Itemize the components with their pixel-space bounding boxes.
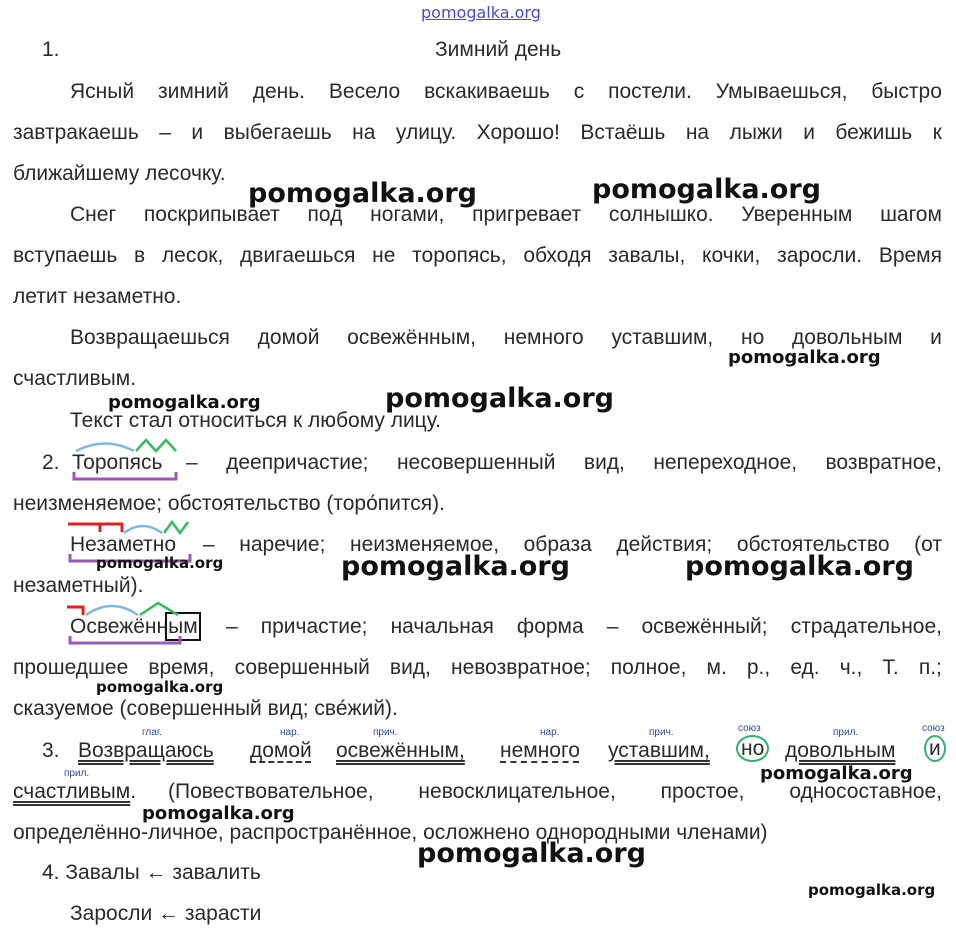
word-ending-box: ым [168,615,198,638]
word: совершенный [234,656,370,679]
word: домой [257,326,320,349]
task2-word-toropyas: Торопясь [72,451,163,474]
watermark: pomogalka.org [385,383,614,414]
word: поскрипывает [143,203,280,226]
suffix-mark [164,522,188,533]
t3-word: Возвращаюсь [78,739,214,762]
word: под [307,203,343,226]
suffix-mark [140,603,178,615]
word: деепричастие; [226,451,369,474]
pos-tag: союз [738,723,761,734]
task2-word-nezametno: Незаметно [70,533,177,556]
word: действия; [616,533,713,556]
t3-word: довольным [785,739,896,762]
root-arc-mark [86,606,138,615]
word: наречие; [239,533,326,556]
word: Уверенным [741,203,853,226]
pos-tag: нар. [280,727,300,738]
watermark: pomogalka.org [760,763,913,784]
word: Весело [328,80,401,103]
task2-number: 2. [42,451,60,474]
word: страдательное, [790,615,942,638]
word: довольным [792,326,903,349]
watermark: pomogalka.org [728,347,881,368]
word: непереходное, [653,451,798,474]
word: к [932,121,942,144]
word: завтракаешь [13,121,139,144]
word: Время [878,244,942,267]
word: (Повествовательное, [168,780,374,803]
word: р., [746,656,771,679]
watermark: pomogalka.org [108,392,261,413]
word: лесок, [161,244,224,267]
t3-word: домой [250,739,312,762]
word: полное, [610,656,687,679]
task2-w1-desc-line2: неизменяемое; обстоятельство (торо́пится). [13,492,445,515]
word: немного [503,326,584,349]
word: и [803,121,815,144]
word: и [930,326,942,349]
word: м. [706,656,727,679]
word: в [134,244,146,267]
task2-w2-desc-line2: незаметный). [13,574,144,597]
word: ч., [839,656,863,679]
word: Возвращаешься [70,326,230,349]
word: – [186,451,198,474]
word: не [372,244,396,267]
word: бежишь [835,121,913,144]
prefix-mark [67,607,83,615]
task1-note: Текст стал относиться к любому лицу. [70,409,441,432]
task4-line2: Заросли ← зарасти [70,902,262,925]
word: заросли. [777,244,863,267]
word: освежённый; [641,615,768,638]
word: Ясный [70,80,135,103]
watermark: pomogalka.org [417,838,646,869]
watermark: pomogalka.org [808,881,936,899]
word: Умываешься, [715,80,848,103]
pos-tag: союз [922,723,945,734]
task2-w3-desc-line3: сказуемое (совершенный вид; све́жий). [13,697,398,720]
word: обходя [523,244,592,267]
word: причастие; [260,615,368,638]
word: обстоятельство [736,533,890,556]
word: выбегаешь [223,121,332,144]
word: – [203,533,215,556]
word: день. [252,80,306,103]
pos-tag: глаг. [142,727,163,738]
task4-line1: 4. Завалы ← завалить [42,861,261,884]
word-root-part: Освежённ [70,615,169,638]
word: возвратное, [825,451,942,474]
word: вид, [389,656,431,679]
watermark: pomogalka.org [96,554,224,572]
t3-word: и [924,736,946,762]
word: (от [914,533,942,556]
word: с [573,80,585,103]
word: форма [516,615,584,638]
pos-tag: нар. [540,727,560,738]
task1-p2-line3: летит незаметно. [13,285,182,308]
word: Т. [882,656,899,679]
t3-word: немного [500,739,580,762]
word: солнышко. [608,203,714,226]
watermark: pomogalka.org [248,178,477,209]
t3-word: освежённым, [336,739,465,762]
word: торопясь, [412,244,507,267]
pos-tag: прич. [649,727,674,738]
word: – [159,121,171,144]
word: несовершенный [396,451,556,474]
task1-title: Зимний день [435,38,562,61]
word: зимний [157,80,229,103]
base-bracket-mark [70,636,180,643]
word: п.; [918,656,942,679]
watermark: pomogalka.org [142,803,295,824]
task1-number: 1. [42,38,60,61]
word: на [352,121,376,144]
suffix-mark [136,440,176,451]
task3-line3: определённо-личное, распространённое, осложнено однородными членами) [13,821,768,844]
pos-tag: прил. [833,727,859,738]
word: невозвратное; [450,656,591,679]
word: Встаёшь [580,121,666,144]
word: начальная [390,615,494,638]
word: – [226,615,238,638]
root-arc-mark [124,526,162,533]
word: завалы, [608,244,686,267]
word: освежённым, [347,326,477,349]
word: улицу. [395,121,457,144]
word: вскакиваешь [424,80,550,103]
word: время, [148,656,215,679]
word: на [685,121,710,144]
word: шагом [880,203,942,226]
word: и [191,121,204,144]
word: Хорошо! [476,121,560,144]
word: кочки, [702,244,761,267]
word: уставшим, [611,326,714,349]
watermark: pomogalka.org [341,551,570,582]
task1-p1-line3: ближайшему лесочку. [13,162,226,185]
t3-word: но [736,736,769,762]
word: вступаешь [13,244,118,267]
word: простое, [660,780,745,803]
t3-word-schastlivym: счастливым. [13,780,137,803]
prefix-mark [68,524,122,532]
word: невосклицательное, [418,780,616,803]
base-bracket-mark [74,472,176,479]
word: быстро [871,80,942,103]
task1-p3-line2: счастливым. [13,367,137,390]
word: лыжи [729,121,783,144]
word: односоставное, [789,780,942,803]
word: двигаешься [240,244,356,267]
watermark: pomogalka.org [592,174,821,205]
word: ед. [790,656,820,679]
top-watermark: pomogalka.org [421,3,541,22]
word: ногами, [370,203,445,226]
word: прошедшее [13,656,129,679]
pos-tag: прич. [373,727,398,738]
watermark: pomogalka.org [96,678,224,696]
pos-tag: прил. [64,768,90,779]
watermark: pomogalka.org [685,551,914,582]
word: постели. [608,80,692,103]
task3-number: 3. [42,739,60,762]
root-arc-mark [76,444,134,452]
word: пригревает [472,203,582,226]
word: вид, [583,451,625,474]
word: но [740,326,765,349]
word: Снег [70,203,117,226]
word: образа [523,533,592,556]
word: – [606,615,619,638]
t3-word: уставшим, [608,739,710,762]
word: неизменяемое, [350,533,500,556]
